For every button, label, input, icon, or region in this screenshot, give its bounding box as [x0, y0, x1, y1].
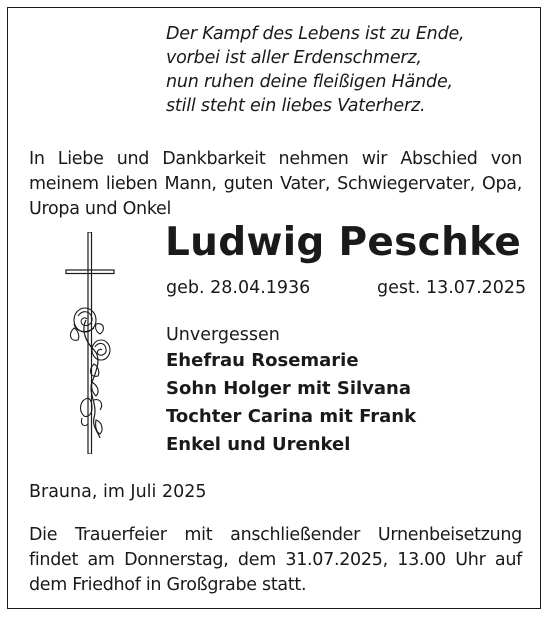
mourner-name: Ehefrau Rosemarie [166, 350, 359, 371]
poem-line: Der Kampf des Lebens ist zu Ende, [166, 24, 465, 44]
cross-with-roses-icon [58, 232, 130, 454]
birth-date: geb. 28.04.1936 [166, 278, 311, 298]
mourner-name: Enkel und Urenkel [166, 434, 351, 455]
mourner-name: Sohn Holger mit Silvana [166, 378, 412, 399]
poem-line: nun ruhen deine fleißigen Hände, [166, 72, 453, 92]
funeral-notice: Die Trauerfeier mit anschließender Urnenbeisetzung findet am Donnerstag, dem 31.07.2025, 13.00 Uhr auf dem Friedhof in Großgrabe statt. [29, 525, 522, 595]
mourner-name: Tochter Carina mit Frank [166, 406, 417, 427]
death-date: gest. 13.07.2025 [377, 278, 527, 298]
mourners-heading: Unvergessen [166, 325, 280, 345]
intro-text: In Liebe und Dankbarkeit nehmen wir Abschied von meinem lieben Mann, guten Vater, Schwiegervater, Opa, Uropa und Onkel [29, 149, 522, 219]
mourners-list [166, 347, 416, 459]
poem-line: vorbei ist aller Erdenschmerz, [166, 48, 422, 68]
deceased-name: Ludwig Peschke [165, 220, 522, 265]
place-and-date: Brauna, im Juli 2025 [29, 482, 207, 502]
poem-line: still steht ein liebes Vaterherz. [166, 96, 426, 116]
poem [166, 22, 506, 118]
